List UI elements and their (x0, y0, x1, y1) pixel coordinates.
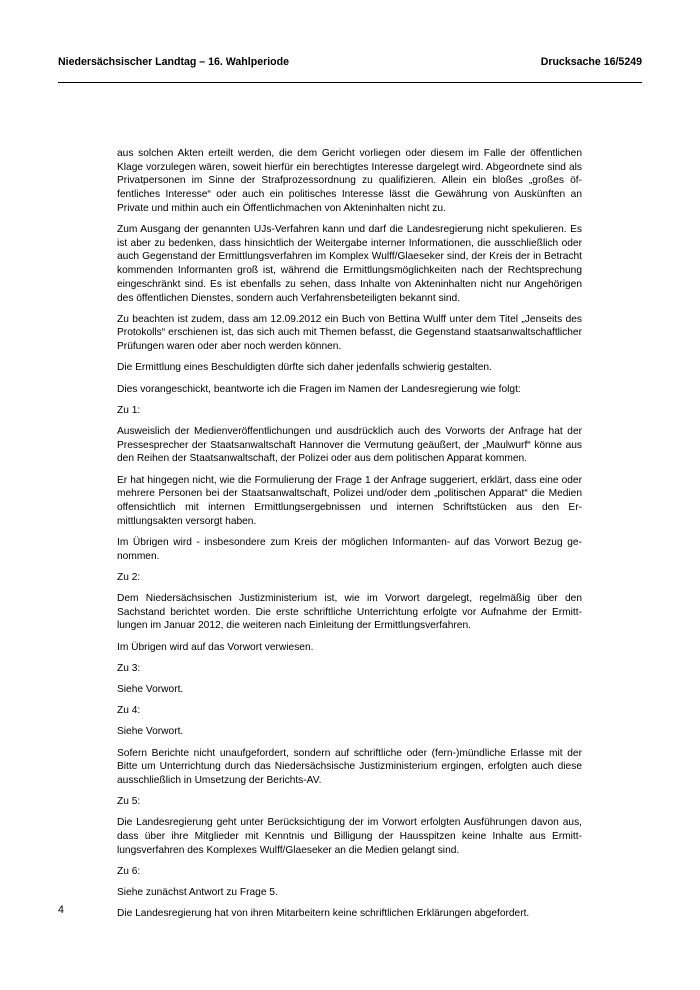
section-heading: Zu 1: (117, 404, 141, 416)
paragraph: Zu beachten ist zudem, dass am 12.09.2012 ein Buch von Bettina Wulff unter dem Titel „Jenseits des Protokolls“ erschienen ist, das sich auch mit Themen befasst, die Gegenstand staatsanwaltschaftlicher Prüfungen waren oder aber noch werden können. (117, 313, 582, 353)
paragraph: Dem Niedersächsischen Justizministerium ist, wie im Vorwort dargelegt, regelmäßig über den Sachstand berichtet worden. Die erste schriftliche Unterrichtung erfolgte vor Aufnahme der Ermittlungen im Januar 2012, die weiteren nach Einleitung der Ermittlungsverfahren. (117, 592, 582, 632)
page-number: 4 (58, 904, 64, 916)
paragraph: Siehe zunächst Antwort zu Frage 5. (117, 887, 278, 899)
section-heading: Zu 5: (117, 796, 141, 808)
paragraph: Sofern Berichte nicht unaufgefordert, sondern auf schriftliche oder (fern-)mündliche Erlasse mit der Bitte um Unterrichtung durch das Niedersächsische Justizministerium ergingen, erfolgten auch diese ausschließlich in Umsetzung der Berichts-AV. (117, 747, 582, 787)
section-heading: Zu 2: (117, 571, 141, 583)
paragraph: Ausweislich der Medienveröffentlichungen und ausdrücklich auch des Vorworts der Anfrage hat der Pressesprecher der Staatsanwaltschaft Hannover die Vermutung geäußert, der „Maulwurf“ könne aus den Reihen der Staatsanwaltschaft, der Polizei oder aus dem politischen Apparat kommen. (117, 425, 582, 465)
paragraph: Zum Ausgang der genannten UJs-Verfahren kann und darf die Landesregierung nicht spekulieren. Es ist aber zu bedenken, dass hinsichtlich der Weitergabe interner Informationen, die ausschließlich oder auch Gegenstand der Ermittlungsverfahren im Komplex Wulff/Glaeseker sind, der Kreis der in Betracht kommenden Informanten groß ist, während die Ermittlungsmöglichkeiten nach der Rechtsprechung eingeschränkt sind. Es ist ebenfalls zu sehen, dass Inhalte von Akteninhalten nicht nur Angehörigen des öffentlichen Dienstes, sondern auch Verfahrensbeteiligten bekannt sind. (117, 224, 582, 304)
paragraph: Siehe Vorwort. (117, 684, 184, 695)
paragraph: Im Übrigen wird - insbesondere zum Kreis der möglichen Informanten- auf das Vorwort Bezug genommen. (117, 536, 582, 562)
document-body (117, 147, 582, 929)
section-heading: Zu 6: (117, 866, 141, 878)
paragraph: Siehe Vorwort. (117, 726, 184, 738)
header-title: Niedersächsischer Landtag – 16. Wahlperiode (58, 56, 289, 68)
header-rule (58, 82, 642, 83)
paragraph: aus solchen Akten erteilt werden, die dem Gericht vorliegen oder diesem im Falle der öffentlichen Klage vorzulegen wären, soweit hierfür ein berechtigtes Interesse dargelegt wird. Abgeordnete sind als Privatpersonen im Sinne der Strafprozessordnung zu qualifizieren. Allein ein bloßes „großes öffentliches Interesse“ oder auch ein politisches Interesse lässt die Gewährung von Auskünften an Private und mithin auch ein Öffentlichmachen von Akteninhalten nicht zu. (117, 148, 582, 214)
paragraph: Er hat hingegen nicht, wie die Formulierung der Frage 1 der Anfrage suggeriert, erklärt, dass eine oder mehrere Personen bei der Staatsanwaltschaft, Polizei und/oder dem „politischen Apparat“ die Medien offensichtlich mit internen Ermittlungsergebnissen und internen Schriftstücken aus den Ermittlungsakten versorgt haben. (117, 474, 582, 527)
section-heading: Zu 3: (117, 662, 141, 674)
paragraph: Die Landesregierung hat von ihren Mitarbeitern keine schriftlichen Erklärungen abgefordert. (117, 908, 530, 920)
paragraph: Dies vorangeschickt, beantworte ich die Fragen im Namen der Landesregierung wie folgt: (117, 383, 521, 395)
document-number: Drucksache 16/5249 (540, 56, 642, 68)
page-header (58, 56, 642, 68)
paragraph: Im Übrigen wird auf das Vorwort verwiesen. (117, 641, 314, 653)
paragraph: Die Landesregierung geht unter Berücksichtigung der im Vorwort erfolgten Ausführungen davon aus, dass über ihre Mitglieder mit Kenntnis und Billigung der Hausspitzen keine Inhalte aus Ermittlungsverfahren des Komplexes Wulff/Glaeseker an die Medien gelangt sind. (117, 817, 582, 856)
paragraph: Die Ermittlung eines Beschuldigten dürfte sich daher jedenfalls schwierig gestalten. (117, 362, 492, 374)
section-heading: Zu 4: (117, 705, 141, 717)
